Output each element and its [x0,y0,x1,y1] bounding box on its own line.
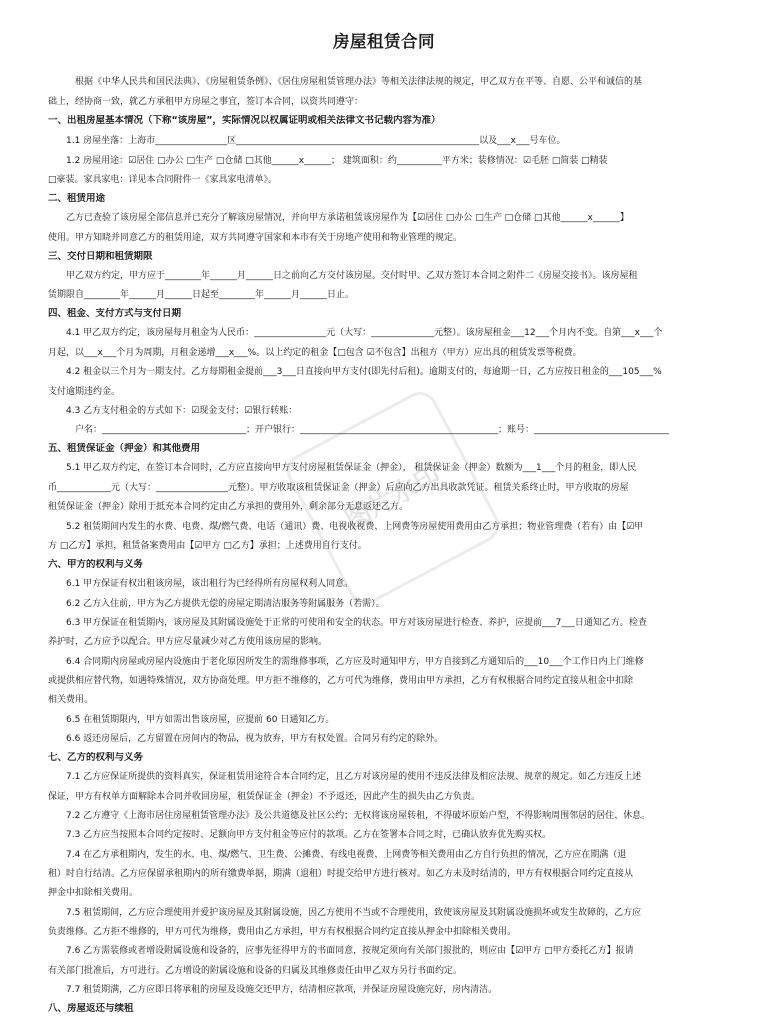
contract-text-line: 1.1 房屋坐落：上海市________________区______________________________________________________以及___x___号车位。 [66,136,566,146]
contract-text-line: 础上，经协商一致，就乙方承租甲方房屋之事宜，签订本合同，以资共同遵守： [48,97,364,107]
contract-text-line: 负责维修。乙方拒不维修的，甲方可代为维修，费用由乙方承担，甲方有权根据合同约定直接从押金中扣除相关费用。 [48,927,517,937]
contract-text-line: 6.2 乙方入住前，甲方为乙方提供无偿的房屋定期清洁服务等附属服务（若需）。 [66,599,385,609]
contract-text-line: 7.6 乙方需装修或者增设附属设施和设备的，应事先征得甲方的书面同意，按规定须向有关部门报批的，则应由【☑甲方 □甲方委托乙方】报请 [66,946,634,956]
contract-text-line: 6.5 在租赁期限内，甲方如需出售该房屋，应提前 60 日通知乙方。 [66,715,335,725]
section-heading: 六、甲方的权利与义务 [48,559,144,570]
contract-text-line: 7.3 乙方应当按照本合同约定按时、足额向甲方支付租金等应付的款项。乙方在签署本合同之时，已确认放弃优先购买权。 [66,830,552,840]
contract-text-line: 1.2 房屋用途：☑居住 □办公 □生产 □仓储 □其他______x______； 建筑面积：约__________平方米；装修情况：☑毛胚 □简装 □精装 [66,156,608,166]
contract-text-line: 或提供相应替代物，如遇特殊情况，双方协商处理。甲方拒不维修的，乙方可代为维修，费用由甲方承担，乙方有权根据合同约定直接从租金中扣除 [48,676,634,686]
contract-text-line: 使用。甲方知晓并同意乙方的租赁用途，双方共同遵守国家和本市有关于房地产使用和物业管理的规定。 [48,233,463,243]
contract-text-line: 7.1 乙方应保证所提供的资料真实，保证租赁用途符合本合同约定，且乙方对该房屋的使用不违反法律及相应法规、规章的规定。如乙方违反上述 [66,772,642,782]
contract-text-line: 押金中扣除相关费用。 [48,888,139,898]
contract-text-line: 6.3 甲方保证在租赁期内，该房屋及其附属设施处于正常的可使用和安全的状态。甲方对该房屋进行检查、养护，应提前___7___日通知乙方。检查 [66,618,647,628]
contract-text-line: 币____________元（大写：________________元整）。甲方收取该租赁保证金（押金）后应向乙方出具收款凭证。租赁关系终止时，甲方收取的房屋 [48,483,629,493]
contract-text-line: 户名：________________________________；开户银行：____________________________________________；账号：______________________________ [75,425,670,435]
contract-text-line: 7.4 在乙方承租期内，发生的水、电、煤/燃气、卫生费、公摊费、有线电视费、上网费等相关费用由乙方自行负担的情况，乙方应在期满（退 [66,850,627,860]
contract-text-line: 5.2 租赁期间内发生的水费、电费、煤/燃气费、电话（通讯）费、电视收视费、上网费等房屋使用费用由乙方承担；物业管理费（若有）由【☑甲 [66,522,644,532]
contract-text-line: □豪装。家具家电：详见本合同附件一《家具家电清单》。 [48,175,278,185]
contract-text-line: 5.1 甲乙双方约定，在签订本合同时，乙方应直接向甲方支付房屋租赁保证金（押金）， 租赁保证金（押金）数额为___1___个月的租金，即人民 [66,463,637,473]
contract-text-line: 相关费用。 [48,695,94,705]
contract-text-line: 6.1 甲方保证有权出租该房屋，该出租行为已经得所有房屋权利人同意。 [66,579,354,589]
contract-text-line: 月起，以___x___个月为周期，月租金递增___x___%。以上约定的租金【□包含 ☑不包含】出租方（甲方）应出具的租赁发票等税费。 [48,348,582,358]
contract-text-line: 7.5 租赁期间，乙方应合理使用并爱护该房屋及其附属设施，因乙方使用不当或不合理使用，致使该房屋及其附属设施损坏或发生故障的，乙方应 [66,908,642,918]
contract-text-line: 6.6 返还房屋后，乙方留置在房间内的物品，视为放弃，甲方有权处置。合同另有约定的除外。 [66,734,444,744]
section-heading: 三、交付日期和租赁期限 [48,251,153,262]
section-heading: 二、租赁用途 [48,193,106,204]
contract-text-line: 租赁保证金（押金）除用于抵充本合同约定由乙方承担的费用外，剩余部分无息返还乙方。 [48,502,409,512]
contract-text-line: 4.3 乙方支付租金的方式如下：☑现金支付；☑银行转账： [66,406,298,416]
contract-text-line: 赁期限自________年______月______日起至________年______月______日止。 [48,290,355,300]
section-heading: 八、房屋返还与续租 [48,1003,134,1014]
contract-text-line: 保证，甲方有权单方面解除本合同并收回房屋，租赁保证金（押金）不予返还，因此产生的损失由乙方负责。 [48,792,481,802]
contract-text-line: 甲乙双方约定，甲方应于________年______月______日之前向乙方交付该房屋。交付时甲、乙双方签订本合同之附件二《房屋交接书》。该房屋租 [66,271,638,281]
contract-text-line: 根据《中华人民共和国民法典》、《房屋租赁条例》、《居住房屋租赁管理办法》等相关法律法规的规定，甲乙双方在平等、自愿、公平和诚信的基 [75,77,643,87]
contract-text-line: 有关部门批准后，方可进行。乙方增设的附属设施和设备的归属及其维修责任由甲乙双方另行书面约定。 [48,966,463,976]
contract-text-line: 4.1 甲乙双方约定，该房屋每月租金为人民币：________________元（大写：______________元整）。该房屋租金___12___个月内不变。自第___x___个 [66,328,663,338]
contract-text-line: 租）时自行结清。乙方应保留承租期内的所有缴费单据，期满（退租）时提交给甲方进行核对。如乙方未及时结清的，甲方有权根据合同约定直接从 [48,869,634,879]
section-heading: 七、乙方的权利与义务 [48,752,144,763]
contract-text-line: 7.7 租赁期满，乙方应即日将承租的房屋及设施交还甲方，结清相应款项，并保证房屋设施完好，房内清洁。 [66,985,498,995]
section-heading: 五、租赁保证金（押金）和其他费用 [48,443,201,454]
document-title: 房屋租赁合同 [333,32,435,51]
section-heading: 一、出租房屋基本情况（下称“该房屋”，实际情况以权属证明或相关法律文书记载内容为准） [48,115,441,126]
contract-text-line: 支付逾期违约金。 [48,387,121,397]
section-heading: 四、租金、支付方式与支付日期 [48,308,182,319]
contract-text-line: 方 □乙方】承担，租赁备案费用由【☑甲方 □乙方】承担；上述费用自行支付。 [48,541,367,551]
contract-text-line: 6.4 合同期内房屋或房屋内设施由于老化原因所发生的需维修事项，乙方应及时通知甲方，甲方自接到乙方通知后的___10___个工作日内上门维修 [66,657,644,667]
contract-text-line: 乙方已查验了该房屋全部信息并已充分了解该房屋情况，并向甲方承诺租赁该房屋作为【☑居住 □办公 □生产 □仓储 □其他______x______】 [66,213,629,223]
contract-text-line: 7.2 乙方遵守《上海市居住房屋租赁管理办法》及公共道德及社区公约；无权将该房屋转租，不得破坏原始户型，不得影响周围邻居的居住、休息。 [66,811,651,821]
contract-text-line: 养护时，乙方应予以配合。甲方应尽量减少对乙方使用该房屋的影响。 [48,637,328,647]
watermark-stamp: 图片水印 [281,386,506,611]
contract-text-line: 4.2 租金以三个月为一期支付。乙方每期租金提前___3___日直接向甲方支付(即先付后租)。逾期支付的，每逾期一日，乙方应按日租金的___105___% [66,367,662,377]
